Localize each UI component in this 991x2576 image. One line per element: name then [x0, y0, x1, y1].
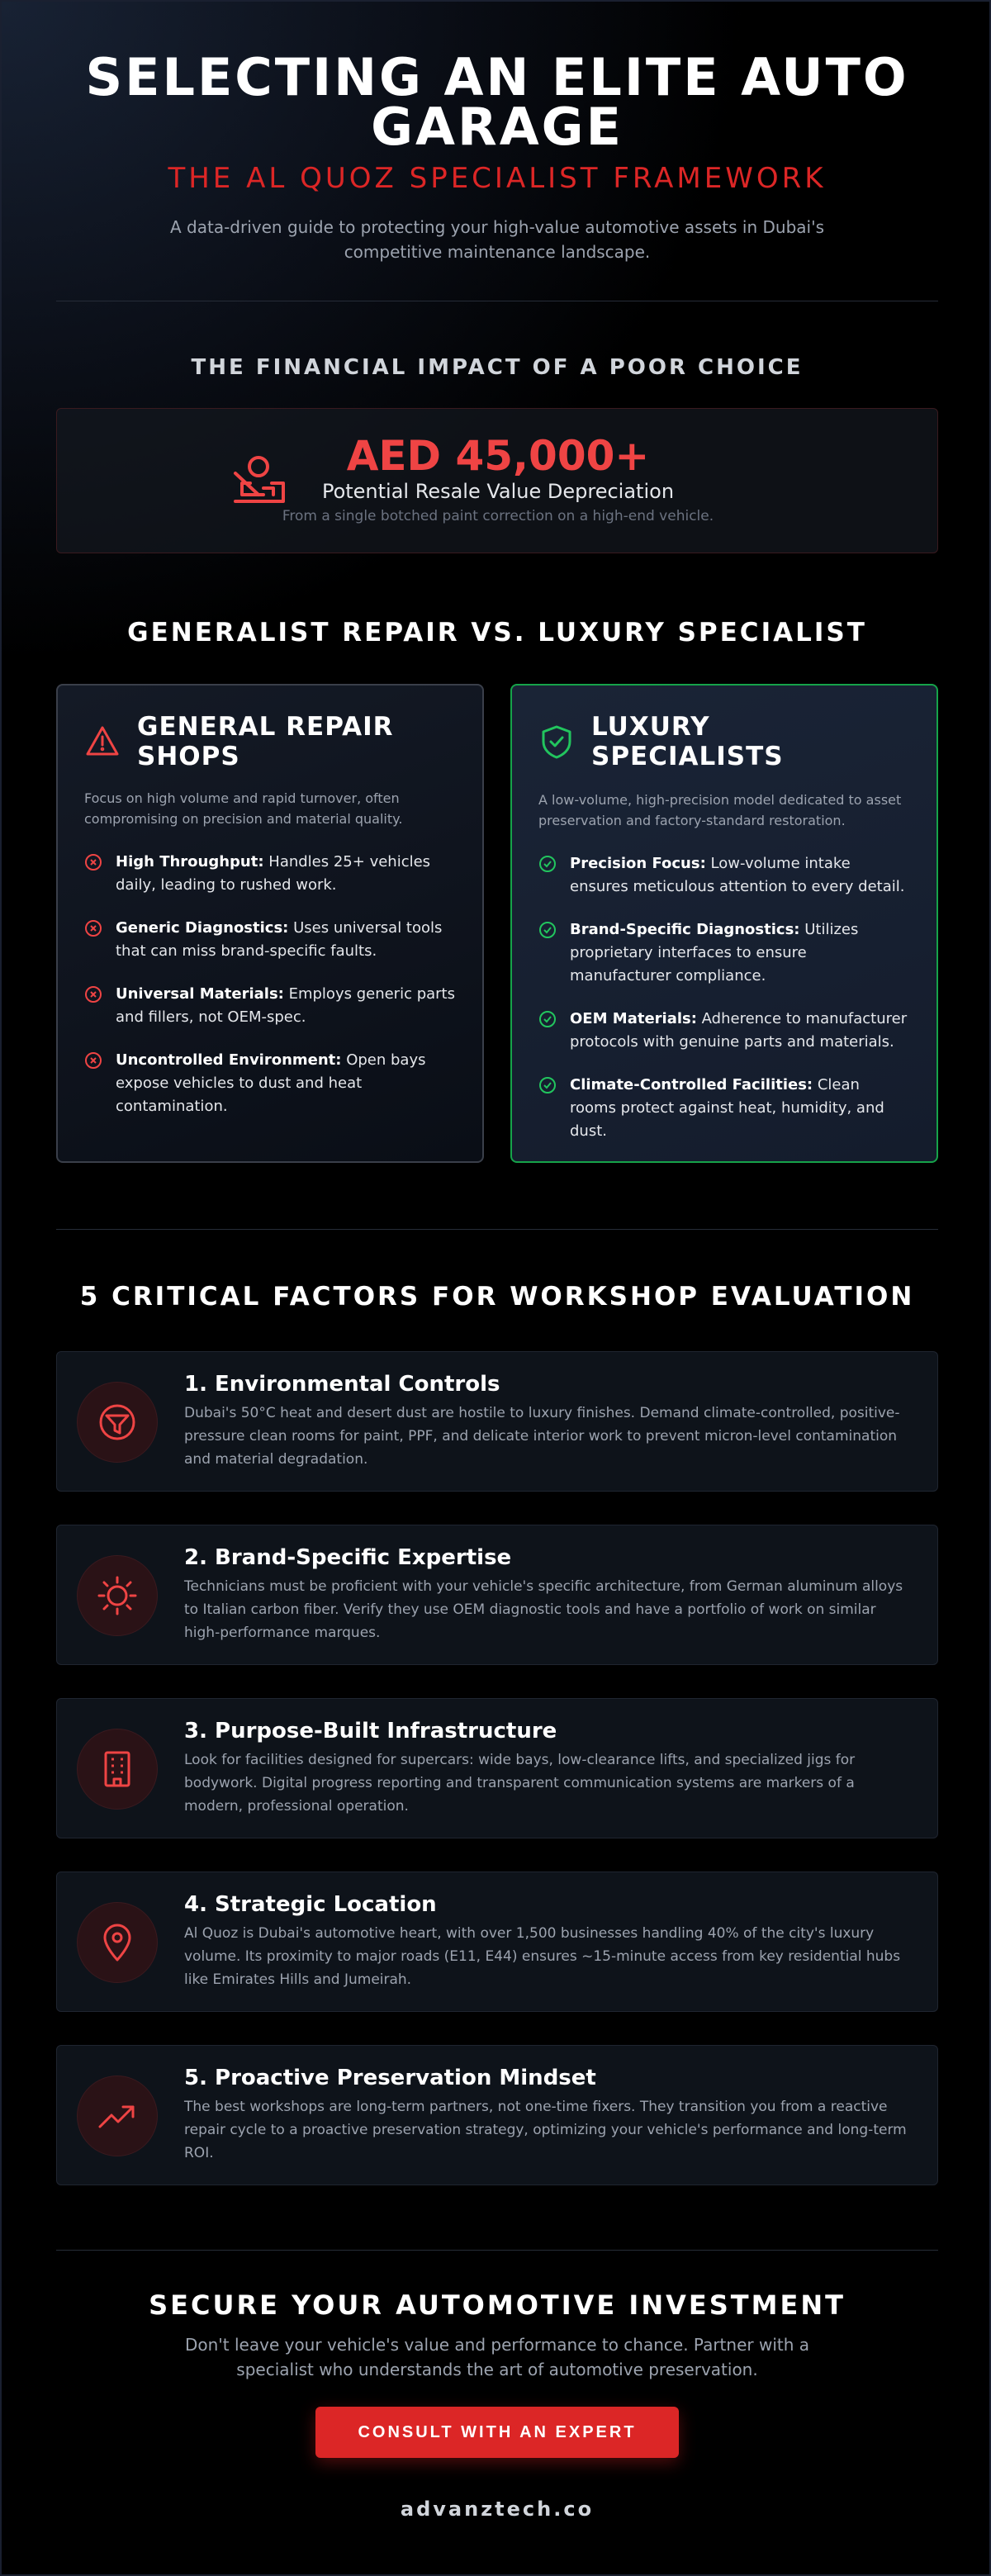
check-circle-icon: [538, 1076, 557, 1094]
factor-card: [56, 1525, 938, 1665]
general-card-title: [137, 712, 393, 771]
check-circle-icon: [538, 1010, 557, 1028]
filter-icon: [77, 1382, 158, 1463]
general-repair-card: [56, 684, 484, 1163]
impact-card: [56, 408, 938, 553]
x-circle-icon: [84, 853, 102, 871]
item-text: Low-volume intake ensures meticulous attention to every detail.: [570, 855, 905, 895]
factor-card: [56, 1698, 938, 1838]
comparison-section-title: GENERALIST REPAIR VS. LUXURY SPECIALIST: [127, 618, 867, 648]
item-text: Uses universal tools that can miss brand-specific faults.: [116, 919, 443, 960]
general-card-list: [84, 851, 456, 1118]
list-item: [538, 1008, 910, 1054]
factor-text: Al Quoz is Dubai's automotive heart, with over 1,500 businesses handling 40% of the city's luxury volume. Its proximity to major roads (E11, E44) ensures ~15-minute access from key residential hubs like Emirates Hills and Jumeirah.: [184, 1925, 901, 1988]
consult-expert-button[interactable]: CONSULT WITH AN EXPERT: [315, 2407, 679, 2458]
intro-text: A data-driven guide to protecting your high-value automotive assets in Dubai's competitive maintenance landscape.: [170, 217, 824, 262]
trending-up-icon: [77, 2076, 158, 2156]
sun-gear-icon: [77, 1555, 158, 1636]
factor-text: Dubai's 50°C heat and desert dust are hostile to luxury finishes. Demand climate-controlled, positive-pressure clean rooms for paint, PPF, and delicate interior work to prevent micron-level contamination and material degradation.: [184, 1405, 900, 1468]
item-text: Clean rooms protect against heat, humidity, and dust.: [570, 1076, 884, 1140]
factor-card: [56, 2045, 938, 2185]
factor-text: Technicians must be proficient with your vehicle's specific architecture, from German aluminum alloys to Italian carbon fiber. Verify they use OEM diagnostic tools and have a portfolio of work on similar high-performance marques.: [184, 1578, 903, 1641]
x-circle-icon: [84, 985, 102, 1003]
divider: [56, 1229, 938, 1230]
factors-section-title: 5 CRITICAL FACTORS FOR WORKSHOP EVALUATION: [79, 1282, 915, 1312]
x-circle-icon: [84, 919, 102, 937]
shield-check-icon: [538, 723, 575, 760]
luxury-card-description: A low-volume, high-precision model dedicated to asset preservation and factory-standard restoration.: [538, 792, 902, 828]
luxury-card-list: [538, 852, 910, 1143]
list-item: [538, 918, 910, 988]
impact-note: From a single botched paint correction on a high-end vehicle.: [282, 508, 714, 524]
item-bold: Precision Focus:: [570, 855, 706, 872]
impact-section-title: THE FINANCIAL IMPACT OF A POOR CHOICE: [191, 355, 804, 380]
page-title-line1: SELECTING AN ELITE AUTO: [85, 47, 909, 107]
list-item: [84, 851, 456, 897]
item-bold: Universal Materials:: [116, 985, 284, 1003]
item-text: Open bays expose vehicles to dust and heat contamination.: [116, 1051, 426, 1115]
item-text: Handles 25+ vehicles daily, leading to rushed work.: [116, 853, 431, 894]
impact-value: AED 45,000+: [346, 432, 650, 480]
list-item: [84, 917, 456, 963]
x-circle-icon: [84, 1051, 102, 1070]
factor-card: [56, 1872, 938, 2012]
factor-title: 3. Purpose-Built Infrastructure: [184, 1719, 557, 1743]
page-title: [2, 47, 991, 157]
item-bold: Brand-Specific Diagnostics:: [570, 921, 800, 938]
general-card-description: Focus on high volume and rapid turnover, often compromising on precision and material quality.: [84, 790, 403, 827]
divider: [56, 2250, 938, 2251]
factor-card: [56, 1351, 938, 1492]
list-item: [84, 1049, 456, 1118]
luxury-card-title: LUXURY SPECIALISTS: [591, 712, 784, 771]
item-text: Employs generic parts and fillers, not OEM-spec.: [116, 985, 455, 1026]
cta-title: SECURE YOUR AUTOMOTIVE INVESTMENT: [149, 2289, 846, 2321]
luxury-specialist-card: [510, 684, 938, 1163]
factor-title: 5. Proactive Preservation Mindset: [184, 2066, 596, 2090]
page-title-line2: GARAGE: [371, 97, 624, 157]
building-icon: [77, 1729, 158, 1810]
factor-text: The best workshops are long-term partners, not one-time fixers. They transition you from a reactive repair cycle to a proactive preservation strategy, optimizing your vehicle's performance and long-term ROI.: [184, 2099, 907, 2161]
warning-triangle-icon: [84, 723, 121, 760]
factor-text: Look for facilities designed for supercars: wide bays, low-clearance lifts, and specialized jigs for bodywork. Digital progress reporting and transparent communication systems are markers of a modern, professional operation.: [184, 1752, 856, 1815]
list-item: [538, 852, 910, 899]
page-subtitle: THE AL QUOZ SPECIALIST FRAMEWORK: [168, 162, 827, 195]
impact-label: Potential Resale Value Depreciation: [321, 480, 675, 503]
list-item: [84, 983, 456, 1029]
item-bold: Uncontrolled Environment:: [116, 1051, 342, 1069]
map-pin-icon: [77, 1902, 158, 1983]
item-bold: Climate-Controlled Facilities:: [570, 1076, 813, 1093]
check-circle-icon: [538, 855, 557, 873]
list-item: [538, 1074, 910, 1143]
factor-title: 1. Environmental Controls: [184, 1372, 500, 1397]
cta-text: Don't leave your vehicle's value and performance to chance. Partner with a specialist who understands the art of automotive preservation.: [184, 2335, 809, 2379]
check-circle-icon: [538, 921, 557, 939]
item-text: Adherence to manufacturer protocols with genuine parts and materials.: [570, 1010, 908, 1051]
brand-footer[interactable]: advanztech.co: [400, 2498, 595, 2521]
item-bold: OEM Materials:: [570, 1010, 697, 1027]
item-text: Utilizes proprietary interfaces to ensure manufacturer compliance.: [570, 921, 859, 984]
factor-title: 2. Brand-Specific Expertise: [184, 1545, 512, 1570]
general-card-title-line2: SHOPS: [137, 742, 240, 771]
general-card-title-line1: GENERAL REPAIR: [137, 712, 394, 742]
factor-title: 4. Strategic Location: [184, 1892, 437, 1917]
item-bold: Generic Diagnostics:: [116, 919, 289, 937]
item-bold: High Throughput:: [116, 853, 264, 871]
